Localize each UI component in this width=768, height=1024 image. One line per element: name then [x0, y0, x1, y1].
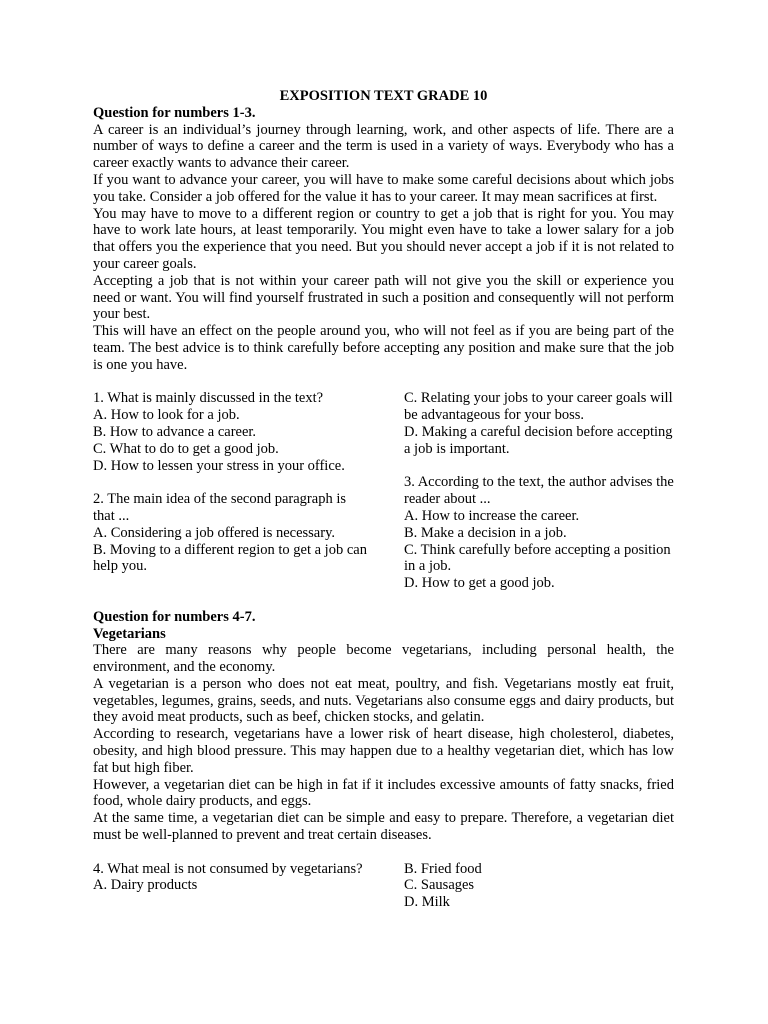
section1-paragraph-2: If you want to advance your career, you will have to make some careful decisions about which jobs you take. Consider a job offered for the value it has to your career. It may mean sacrifices at first. — [93, 171, 674, 205]
question-4-stem: 4. What meal is not consumed by vegetarians? — [93, 860, 363, 877]
section1-paragraph-3: You may have to move to a different region or country to get a job that is right for you. You may have to work late hours, at least temporarily. You might even have to take a lower salary for a job that offers you the experience that you need. But you should never accept a job if it is not related to your career goals. — [93, 205, 674, 272]
section2-heading: Question for numbers 4-7. — [93, 608, 256, 625]
section2-paragraph-2: A vegetarian is a person who does not eat meat, poultry, and fish. Vegetarians mostly eat fruit, vegetables, legumes, grains, seeds, and nuts. Vegetarians also consume eggs and dairy products, but they avoid meat products, such as beef, chicken stocks, and gelatin. — [93, 675, 674, 726]
question-1-option-c: C. What to do to get a good job. — [93, 440, 279, 457]
section1-paragraph-5: This will have an effect on the people around you, who will not feel as if you are being part of the team. The best advice is to think carefully before accepting any position and make sure that the job is one you have. — [93, 323, 674, 373]
question-2-option-a: A. Considering a job offered is necessary. — [93, 524, 336, 541]
section1-questions — [93, 390, 674, 592]
section1-paragraph-1: A career is an individual’s journey through learning, work, and other aspects of life. There are a number of ways to define a career and the term is used in a variety of ways. Everybody who has a career exactly wants to advance their career. — [93, 121, 674, 172]
spacer — [93, 592, 674, 609]
section2-paragraph-4: However, a vegetarian diet can be high in fat if it includes excessive amounts of fatty snacks, fried food, whole dairy products, and eggs. — [93, 776, 674, 810]
question-1-option-b: B. How to advance a career. — [93, 423, 257, 440]
section2-paragraph-5: At the same time, a vegetarian diet can be simple and easy to prepare. Therefore, a vegetarian diet must be well-planned to prevent and treat certain diseases. — [93, 810, 674, 844]
question-3-option-c: C. Think carefully before accepting a position in a job. — [404, 541, 671, 575]
spacer — [404, 458, 674, 475]
section2-paragraph-3: According to research, vegetarians have a lower risk of heart disease, high cholesterol, diabetes, obesity, and high blood pressure. This may happen due to a healthy vegetarian diet, which has low fat but high fiber. — [93, 726, 674, 776]
section1-questions-right-column — [404, 390, 674, 592]
question-2-option-c: C. Relating your jobs to your career goals will be advantageous for your boss. — [404, 390, 673, 424]
question-3-stem: 3. According to the text, the author advises the reader about ... — [404, 474, 674, 508]
question-4-option-c: C. Sausages — [404, 877, 475, 894]
question-3-option-a: A. How to increase the career. — [404, 507, 580, 524]
section2-questions — [93, 861, 674, 911]
section1-paragraph-4: Accepting a job that is not within your career path will not give you the skill or experience you need or want. You will find yourself frustrated in such a position and consequently will not perform your best. — [93, 272, 674, 323]
document-page — [93, 88, 674, 911]
section2-subheading: Vegetarians — [93, 625, 166, 642]
question-1-stem: 1. What is mainly discussed in the text? — [93, 390, 324, 407]
question-2-option-d: D. Making a careful decision before accepting a job is important. — [404, 423, 673, 457]
section1-questions-left-column — [93, 390, 371, 592]
question-4-option-d: D. Milk — [404, 894, 450, 911]
question-1-option-a: A. How to look for a job. — [93, 407, 240, 424]
question-3-option-b: B. Make a decision in a job. — [404, 524, 567, 541]
question-3-option-d: D. How to get a good job. — [404, 575, 555, 592]
question-4-option-b: B. Fried food — [404, 860, 482, 877]
section1-heading: Question for numbers 1-3. — [93, 104, 256, 121]
section2-paragraph-1: There are many reasons why people become vegetarians, including personal health, the environment, and the economy. — [93, 642, 674, 676]
question-2-stem: 2. The main idea of the second paragraph is that ... — [93, 491, 346, 524]
spacer — [93, 374, 674, 391]
question-4-option-a: A. Dairy products — [93, 877, 198, 894]
question-1-option-d: D. How to lessen your stress in your office. — [93, 457, 345, 474]
spacer — [93, 474, 371, 491]
section2-questions-right-column — [404, 861, 674, 911]
section2-questions-left-column — [93, 861, 371, 911]
spacer — [93, 844, 674, 861]
document-title: EXPOSITION TEXT GRADE 10 — [279, 88, 488, 104]
question-2-option-b: B. Moving to a different region to get a job can help you. — [93, 541, 367, 575]
